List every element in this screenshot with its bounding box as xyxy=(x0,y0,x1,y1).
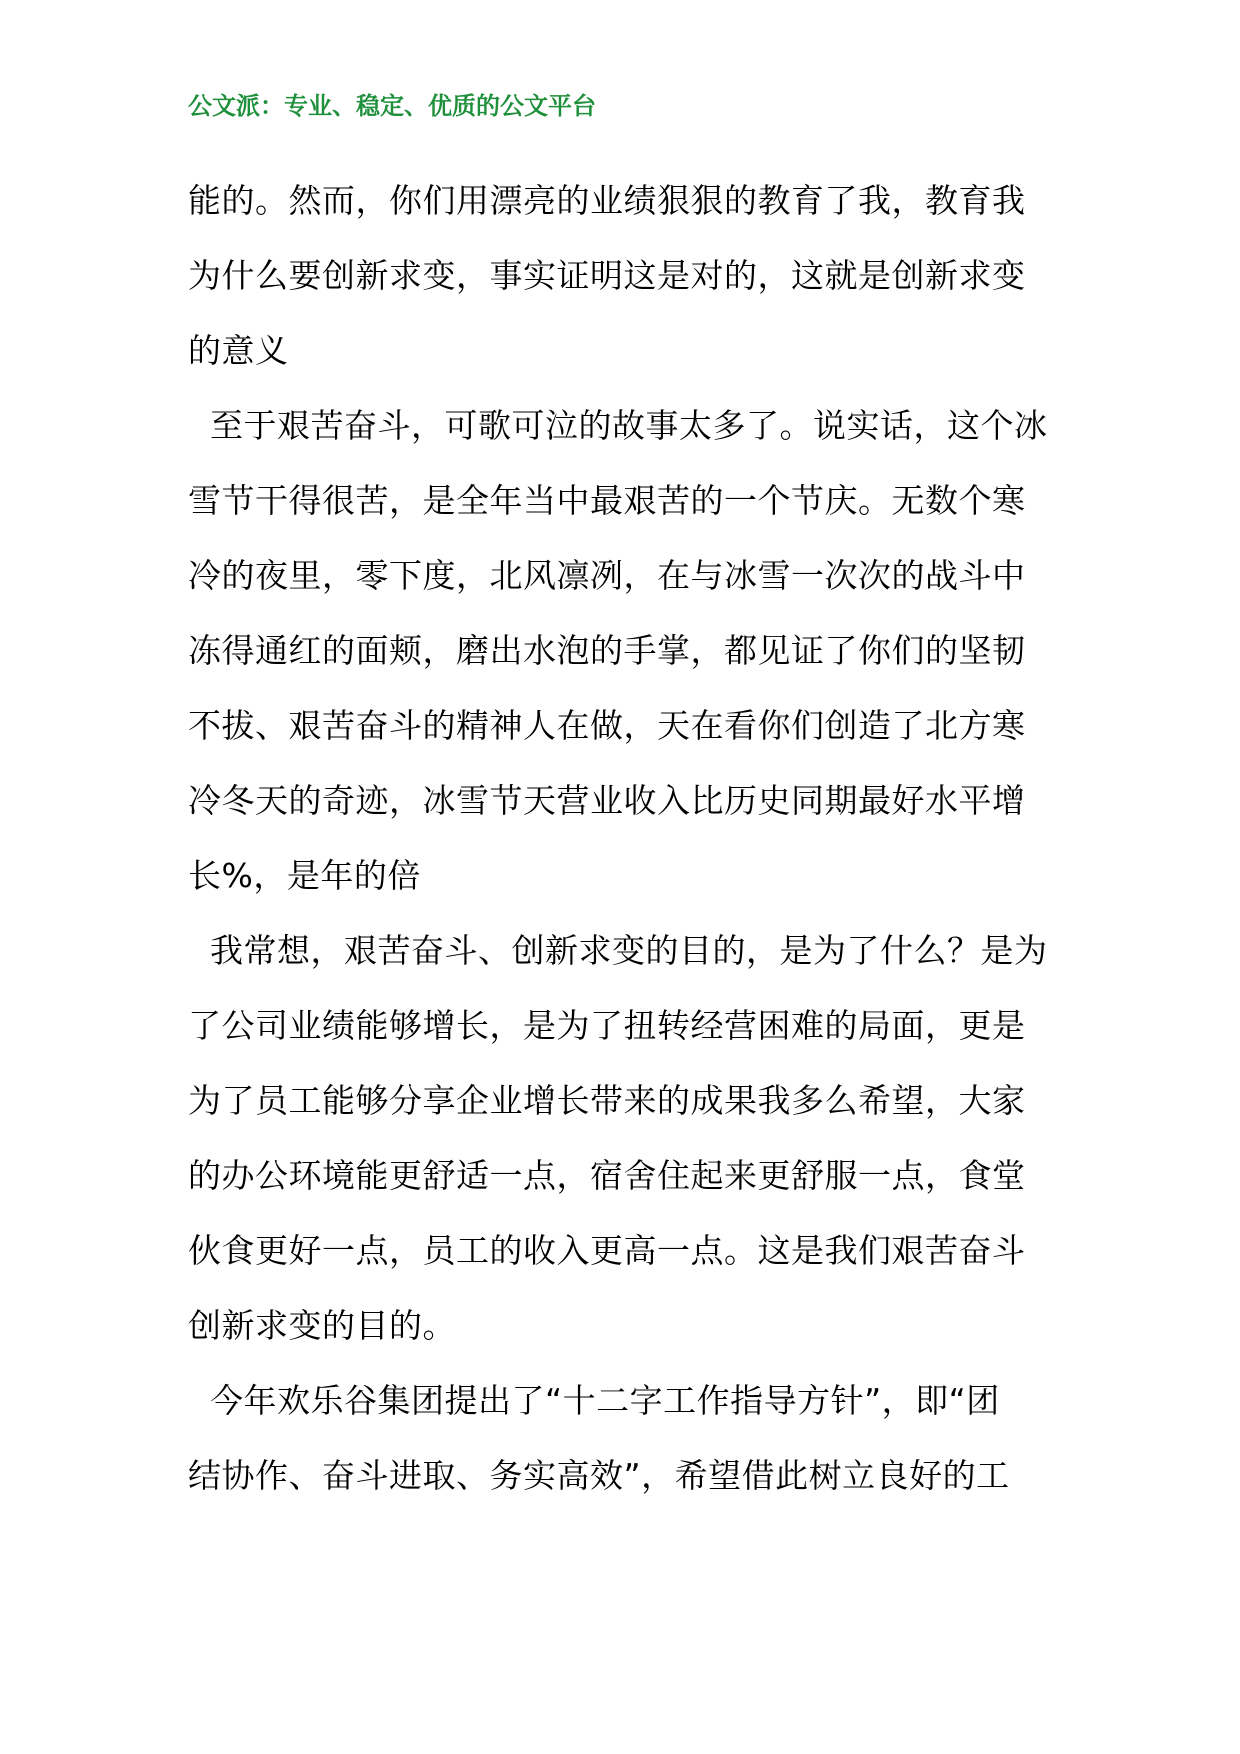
text-line: 不拔、艰苦奋斗的精神人在做，天在看你们创造了北方寒 xyxy=(188,706,1026,745)
text-line: 能的。然而，你们用漂亮的业绩狠狠的教育了我，教育我 xyxy=(188,181,1026,220)
paragraph-3 xyxy=(188,913,1058,1363)
text-line: 冷的夜里，零下度，北风凛冽，在与冰雪一次次的战斗中 xyxy=(188,556,1026,595)
text-line: 至于艰苦奋斗，可歌可泣的故事太多了。说实话，这个冰 xyxy=(188,406,1048,445)
text-line: 冷冬天的奇迹，冰雪节天营业收入比历史同期最好水平增 xyxy=(188,781,1026,820)
text-line: 冻得通红的面颊，磨出水泡的手掌，都见证了你们的坚韧 xyxy=(188,631,1026,670)
paragraph-1 xyxy=(188,163,1058,388)
text-line: 为什么要创新求变，事实证明这是对的，这就是创新求变 xyxy=(188,256,1026,295)
text-line: 雪节干得很苦，是全年当中最艰苦的一个节庆。无数个寒 xyxy=(188,481,1026,520)
text-line: 为了员工能够分享企业增长带来的成果我多么希望，大家 xyxy=(188,1081,1026,1120)
text-line: 的意义 xyxy=(188,331,289,370)
text-line: 伙食更好一点，员工的收入更高一点。这是我们艰苦奋斗 xyxy=(188,1231,1026,1270)
text-line: 的办公环境能更舒适一点，宿舍住起来更舒服一点，食堂 xyxy=(188,1156,1026,1195)
text-line: 今年欢乐谷集团提出了“十二字工作指导方针”，即“团 xyxy=(188,1381,1000,1420)
text-line: 我常想，艰苦奋斗、创新求变的目的，是为了什么？是为 xyxy=(188,931,1048,970)
document-body xyxy=(188,163,1058,1513)
paragraph-2 xyxy=(188,388,1058,913)
text-line: 结协作、奋斗进取、务实高效”，希望借此树立良好的工 xyxy=(188,1456,1010,1495)
text-line: 了公司业绩能够增长，是为了扭转经营困难的局面，更是 xyxy=(188,1006,1026,1045)
paragraph-4 xyxy=(188,1363,1058,1513)
page-header: 公文派：专业、稳定、优质的公文平台 xyxy=(188,92,596,120)
text-line: 创新求变的目的。 xyxy=(188,1306,456,1345)
text-line: 长%，是年的倍 xyxy=(188,856,421,895)
